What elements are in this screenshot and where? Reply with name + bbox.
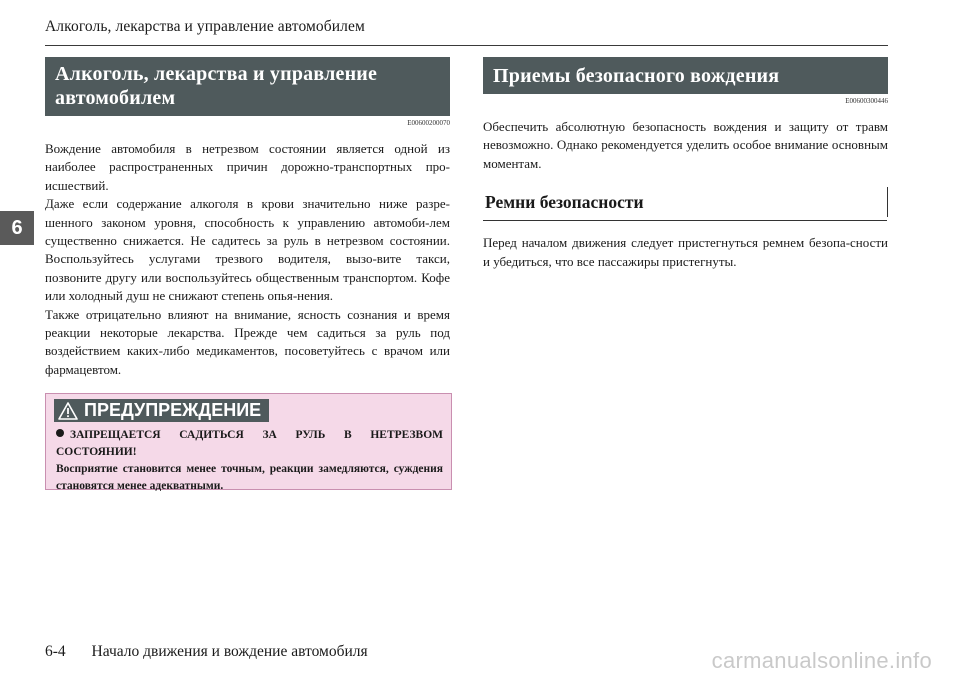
right-column: [483, 57, 888, 271]
section-title-safe-driving: Приемы безопасного вождения: [483, 57, 888, 94]
paragraph: Также отрицательно влияют на внимание, ясность сознания и время реакции некоторые лекарства. Прежде чем садиться за руль под воздействием каких-либо медикаментов, посоветуйтесь с врачом или фармацевтом.: [45, 306, 450, 377]
warning-triangle-icon: [58, 402, 78, 420]
page-footer: [45, 643, 368, 661]
paragraph: Перед началом движения следует пристегнуться ремнем безопа-сности и убедиться, что все пассажиры пристегнуты.: [483, 235, 888, 269]
paragraph: Обеспечить абсолютную безопасность вождения и защиту от травм невозможно. Однако рекомендуется уделить особое внимание основным моментам.: [483, 119, 888, 171]
section-code: E00600300446: [845, 97, 888, 105]
section-title-alcohol: Алкоголь, лекарства и управление автомобилем: [45, 57, 450, 116]
warning-text: Восприятие становится менее точным, реакции замедляются, суждения становятся менее адекватными.: [56, 463, 443, 492]
section-code: E00600200070: [407, 119, 450, 127]
warning-heading: ЗАПРЕЩАЕТСЯ САДИТЬСЯ ЗА РУЛЬ В НЕТРЕЗВОМ СОСТОЯНИИ!: [56, 429, 443, 458]
left-column: [45, 57, 450, 379]
chapter-title: Начало движения и вождение автомобиля: [91, 643, 368, 660]
chapter-tab: 6: [0, 211, 34, 245]
header-rule: [45, 45, 888, 46]
watermark: carmanualsonline.info: [711, 648, 932, 673]
paragraph: Вождение автомобиля в нетрезвом состоянии является одной из наиболее распространенных причин дорожно-транспортных про-исшествий.: [45, 141, 450, 193]
paragraph: Даже если содержание алкоголя в крови значительно ниже разре-шенного законом уровня, способность к управлению автомоби-лем существенно снижается. Не садитесь за руль в нетрезвом состоянии. Воспользуйтесь услугами трезвого водителя, вызо-вите такси, позвоните другу или воспользуйтесь общественным транспортом. Кофе или холодный душ не снижают степень опья-нения.: [45, 196, 450, 304]
warning-box: [45, 393, 452, 490]
warning-header: [54, 399, 269, 422]
bullet-icon: [56, 429, 64, 437]
subsection-title-seat-belts: Ремни безопасности: [483, 187, 888, 217]
warning-body: [56, 427, 443, 495]
page-number: 6-4: [45, 643, 66, 660]
warning-title: ПРЕДУПРЕЖДЕНИЕ: [84, 400, 262, 420]
running-header: Алкоголь, лекарства и управление автомобилем: [45, 18, 365, 35]
